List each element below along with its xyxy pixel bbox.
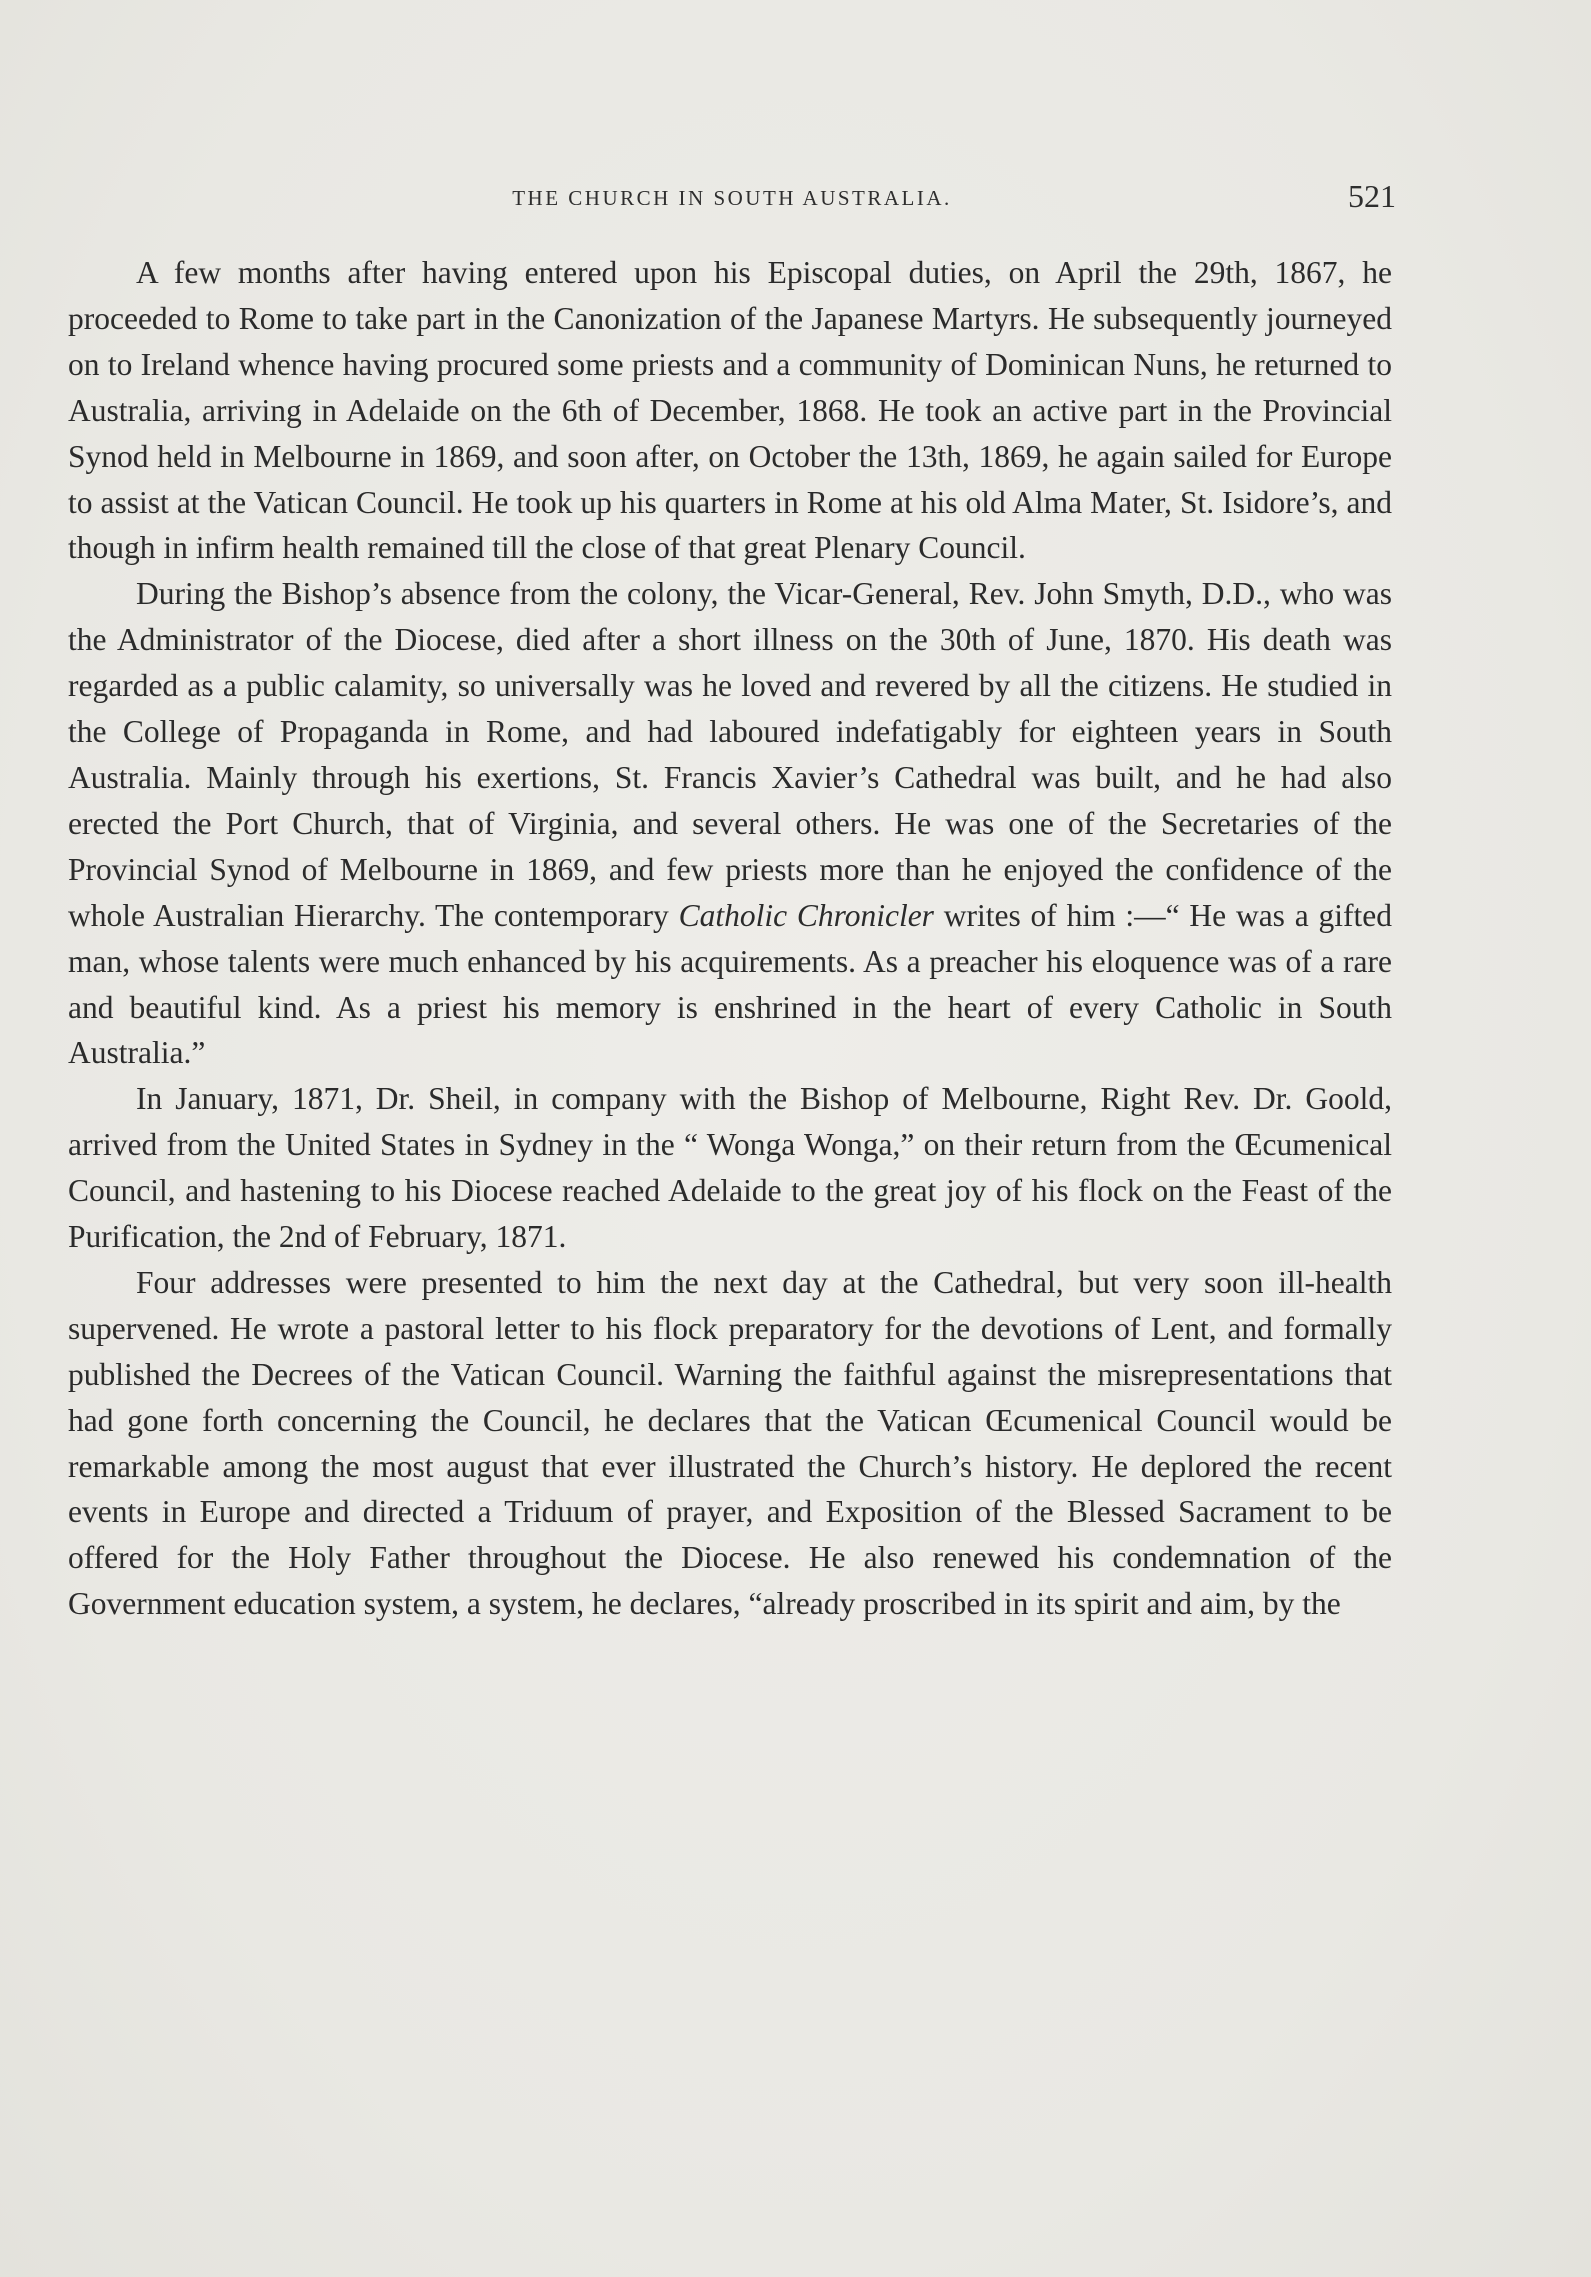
page-header	[68, 178, 1396, 218]
paragraph-2	[68, 571, 1392, 1076]
paragraph-1-text: A few months after having entered upon his Episcopal duties, on April the 29th, 1867, he proceeded to Rome to take part in the Canonization of the Japanese Martyrs. He subsequently journeyed on to Ireland whence having procured some priests and a community of Dominican Nuns, he returned to Australia, arriving in Adelaide on the 6th of December, 1868. He took an active part in the Provincial Synod held in Melbourne in 1869, and soon after, on October the 13th, 1869, he again sailed for Europe to assist at the Vatican Council. He took up his quarters in Rome at his old Alma Mater, St. Isidore’s, and though in infirm health remained till the close of that great Plenary Council.	[68, 255, 1392, 566]
paragraph-2-text-before: During the Bishop’s absence from the colony, the Vicar-General, Rev. John Smyth, D.D., who was the Administrator of the Diocese, died after a short illness on the 30th of June, 1870. His death was regarded as a public calamity, so universally was he loved and revered by all the citizens. He studied in the College of Propaganda in Rome, and had laboured indefatigably for eighteen years in South Australia. Mainly through his exertions, St. Francis Xavier’s Cathedral was built, and he had also erected the Port Church, that of Virginia, and several others. He was one of the Secretaries of the Provincial Synod of Melbourne in 1869, and few priests more than he enjoyed the confidence of the whole Australian Hierarchy. The contemporary	[68, 576, 1392, 933]
paragraph-1	[68, 250, 1392, 571]
publication-title: Catholic Chronicler	[678, 897, 934, 933]
body-text	[68, 250, 1392, 1627]
running-title: THE CHURCH IN SOUTH AUSTRALIA.	[512, 186, 952, 210]
page-number: 521	[1348, 178, 1396, 214]
paragraph-4-text: Four addresses were presented to him the next day at the Cathedral, but very soon ill-health supervened. He wrote a pastoral letter to his flock preparatory for the devotions of Lent, and formally published the Decrees of the Vatican Council. Warning the faithful against the misrepresentations that had gone forth concerning the Council, he declares that the Vatican Œcumenical Council would be remarkable among the most august that ever illustrated the Church’s history. He deplored the recent events in Europe and directed a Triduum of prayer, and Exposition of the Blessed Sacrament to be offered for the Holy Father throughout the Diocese. He also renewed his condemnation of the Government education system, a system, he declares, “already proscribed in its spirit and aim, by the	[68, 1264, 1392, 1622]
paragraph-3-text: In January, 1871, Dr. Sheil, in company with the Bishop of Melbourne, Right Rev. Dr. Goold, arrived from the United States in Sydney in the “ Wonga Wonga,” on their return from the Œcumenical Council, and hastening to his Diocese reached Adelaide to the great joy of his flock on the Feast of the Purification, the 2nd of February, 1871.	[68, 1081, 1392, 1255]
paragraph-3	[68, 1076, 1392, 1260]
paragraph-2-text-after: writes of him :—“ He was a gifted man, whose talents were much enhanced by his acquirements. As a preacher his eloquence was of a rare and beautiful kind. As a priest his memory is enshrined in the heart of every Catholic in South Australia.”	[68, 897, 1392, 1071]
paragraph-4	[68, 1260, 1392, 1627]
